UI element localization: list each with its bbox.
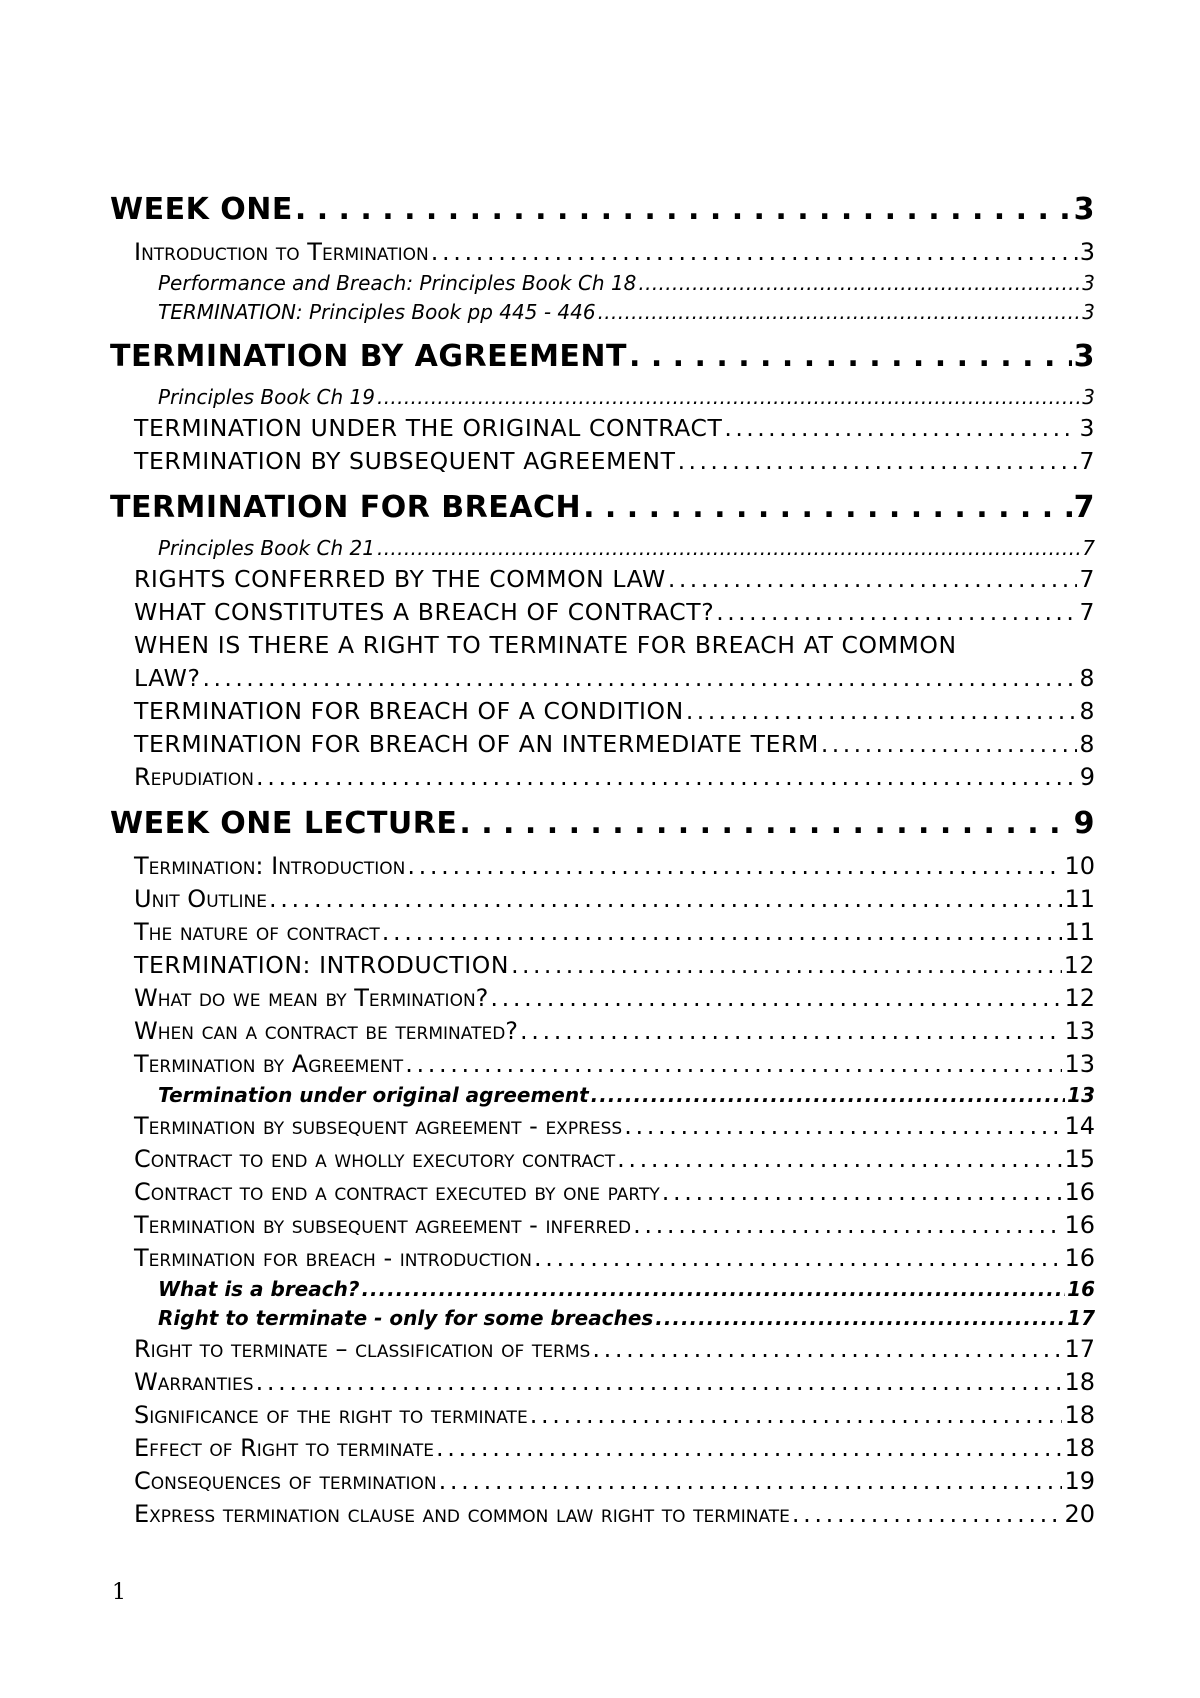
toc-entry-label: LAW? — [134, 664, 201, 692]
toc-page-number: 12 — [1063, 951, 1095, 979]
toc-page-number: 15 — [1064, 1145, 1095, 1173]
toc-entry[interactable] — [110, 1143, 1095, 1176]
toc-page-number: 12 — [1064, 984, 1095, 1012]
toc-page-number: 9 — [1079, 763, 1095, 791]
toc-entry-label: Significance of the right to terminate — [134, 1401, 528, 1429]
toc-leader-dots — [662, 1176, 1063, 1209]
toc-leader-dots — [617, 1143, 1062, 1176]
toc-page-number: 9 — [1073, 806, 1095, 841]
toc-entry[interactable] — [110, 1366, 1095, 1399]
toc-leader-dots — [598, 298, 1081, 327]
toc-entry-label: TERMINATION UNDER THE ORIGINAL CONTRACT — [134, 414, 723, 442]
toc-page-number: 3 — [1082, 300, 1095, 324]
toc-leader-dots — [520, 1015, 1062, 1048]
table-of-contents — [110, 180, 1095, 1531]
toc-page-number: 7 — [1073, 490, 1095, 525]
toc-entry[interactable] — [110, 800, 1095, 848]
toc-leader-dots — [256, 1366, 1063, 1399]
toc-entry-label: TERMINATION: Principles Book pp 445 - 446 — [158, 300, 596, 324]
toc-leader-dots — [638, 269, 1080, 298]
toc-entry[interactable] — [110, 1465, 1095, 1498]
toc-page-number: 3 — [1079, 238, 1095, 266]
toc-entry[interactable] — [110, 1048, 1095, 1081]
toc-page-number: 16 — [1064, 1244, 1095, 1272]
toc-leader-dots — [591, 1081, 1066, 1110]
toc-entry-label: Contract to end a contract executed by one party — [134, 1178, 660, 1206]
toc-leader-dots — [716, 596, 1077, 629]
toc-entry[interactable] — [110, 1399, 1095, 1432]
toc-entry[interactable] — [110, 333, 1095, 381]
toc-entry-label: Contract to end a wholly executory contract — [134, 1145, 616, 1173]
toc-entry[interactable] — [110, 1015, 1095, 1048]
toc-page-number: 7 — [1079, 447, 1095, 475]
toc-entry-label: TERMINATION FOR BREACH OF AN INTERMEDIATE TERM — [134, 730, 819, 758]
toc-entry-label: Unit Outline — [134, 885, 267, 913]
toc-entry[interactable] — [110, 761, 1095, 794]
toc-page-number: 7 — [1079, 598, 1095, 626]
toc-leader-dots — [792, 1498, 1063, 1531]
toc-entry[interactable] — [110, 186, 1095, 234]
toc-entry-label: The nature of contract — [134, 918, 380, 946]
toc-entry[interactable] — [110, 695, 1095, 728]
toc-page-number: 3 — [1079, 414, 1095, 442]
toc-leader-dots — [407, 850, 1062, 883]
toc-leader-dots — [295, 186, 1072, 234]
toc-leader-dots — [431, 236, 1078, 269]
toc-entry[interactable] — [110, 1304, 1095, 1333]
toc-leader-dots — [439, 1465, 1063, 1498]
toc-page-number: 7 — [1082, 536, 1095, 560]
toc-page-number: 16 — [1067, 1277, 1095, 1301]
toc-page-number: 18 — [1064, 1401, 1095, 1429]
toc-entry-label: WEEK ONE LECTURE — [110, 806, 458, 841]
toc-leader-dots — [583, 484, 1072, 532]
toc-entry[interactable] — [110, 484, 1095, 532]
toc-entry[interactable] — [110, 1176, 1095, 1209]
toc-leader-dots — [203, 662, 1078, 695]
toc-entry[interactable] — [110, 236, 1095, 269]
toc-page-number: 18 — [1064, 1368, 1095, 1396]
toc-entry[interactable] — [110, 883, 1095, 916]
toc-entry-label: Termination by subsequent agreement - express — [134, 1112, 623, 1140]
toc-leader-dots — [534, 1242, 1062, 1275]
toc-page-number: 11 — [1064, 918, 1095, 946]
toc-entry[interactable] — [110, 412, 1095, 445]
toc-leader-dots — [459, 800, 1071, 848]
toc-leader-dots — [655, 1304, 1065, 1333]
toc-entry-label: TERMINATION FOR BREACH — [110, 490, 582, 525]
toc-entry[interactable] — [110, 916, 1095, 949]
toc-entry[interactable] — [110, 949, 1095, 982]
toc-entry-label: Termination for breach - introduction — [134, 1244, 532, 1272]
toc-entry-label: Effect of Right to terminate — [134, 1434, 434, 1462]
toc-leader-dots — [377, 383, 1080, 412]
toc-leader-dots — [530, 1399, 1063, 1432]
toc-leader-dots — [377, 534, 1080, 563]
toc-leader-dots — [490, 982, 1062, 1015]
toc-entry-label: RIGHTS CONFERRED BY THE COMMON LAW — [134, 565, 666, 593]
toc-leader-dots — [405, 1048, 1062, 1081]
toc-leader-dots — [256, 761, 1078, 794]
toc-entry-label: Repudiation — [134, 763, 255, 791]
toc-entry[interactable] — [110, 445, 1095, 478]
toc-entry-label: Consequences of termination — [134, 1467, 437, 1495]
toc-entry-label: TERMINATION: INTRODUCTION — [134, 951, 510, 979]
toc-page-number: 8 — [1079, 664, 1095, 692]
toc-entry-label: Right to terminate – classification of terms — [134, 1335, 591, 1363]
toc-leader-dots — [624, 1110, 1062, 1143]
toc-entry[interactable] — [110, 269, 1095, 298]
toc-page-number: 7 — [1079, 565, 1095, 593]
toc-entry[interactable] — [110, 850, 1095, 883]
toc-entry-label: Warranties — [134, 1368, 254, 1396]
toc-leader-dots — [436, 1432, 1062, 1465]
toc-leader-dots — [668, 563, 1078, 596]
toc-entry[interactable] — [110, 1333, 1095, 1366]
toc-entry[interactable] — [110, 534, 1095, 563]
toc-entry[interactable] — [110, 662, 1095, 695]
toc-page-number: 13 — [1064, 1050, 1095, 1078]
page-number: 1 — [112, 1580, 126, 1605]
toc-entry[interactable] — [110, 298, 1095, 327]
toc-entry-label: Introduction to Termination — [134, 238, 429, 266]
toc-page-number: 16 — [1064, 1178, 1095, 1206]
toc-entry[interactable] — [110, 1081, 1095, 1110]
toc-page-number: 18 — [1064, 1434, 1095, 1462]
toc-page-number: 16 — [1064, 1211, 1095, 1239]
toc-entry[interactable] — [110, 1432, 1095, 1465]
toc-leader-dots — [686, 695, 1078, 728]
toc-entry-label: Performance and Breach: Principles Book Ch 18 — [158, 271, 637, 295]
toc-entry-label: Termination by Agreement — [134, 1050, 404, 1078]
toc-entry-label: TERMINATION BY SUBSEQUENT AGREEMENT — [134, 447, 676, 475]
toc-entry-line[interactable]: WHEN IS THERE A RIGHT TO TERMINATE FOR BREACH AT COMMON — [134, 631, 957, 659]
toc-page-number: 8 — [1079, 697, 1095, 725]
toc-entry[interactable] — [110, 1242, 1095, 1275]
toc-leader-dots — [821, 728, 1078, 761]
toc-entry-label: Termination under original agreement — [158, 1083, 589, 1107]
toc-page-number: 19 — [1064, 1467, 1095, 1495]
toc-leader-dots — [678, 445, 1078, 478]
toc-entry-label: Principles Book Ch 21 — [158, 536, 375, 560]
toc-leader-dots — [592, 1333, 1062, 1366]
toc-page-number: 8 — [1079, 730, 1095, 758]
toc-entry[interactable] — [110, 1498, 1095, 1531]
toc-entry-label: Right to terminate - only for some breaches — [158, 1306, 654, 1330]
toc-entry-label: Express termination clause and common law right to terminate — [134, 1500, 790, 1528]
toc-leader-dots — [629, 333, 1072, 381]
toc-entry[interactable] — [110, 1110, 1095, 1143]
toc-entry-label: What do we mean by Termination? — [134, 984, 489, 1012]
toc-page-number: 3 — [1073, 192, 1095, 227]
toc-page-number: 13 — [1067, 1083, 1095, 1107]
toc-entry[interactable] — [110, 383, 1095, 412]
toc-page-number: 17 — [1067, 1306, 1095, 1330]
toc-page-number: 14 — [1064, 1112, 1095, 1140]
toc-leader-dots — [511, 949, 1062, 982]
toc-page-number: 17 — [1064, 1335, 1095, 1363]
toc-leader-dots — [269, 883, 1062, 916]
toc-page-number: 11 — [1064, 885, 1095, 913]
toc-entry-label: WHAT CONSTITUTES A BREACH OF CONTRACT? — [134, 598, 715, 626]
toc-entry-label: What is a breach? — [158, 1277, 360, 1301]
toc-leader-dots — [724, 412, 1077, 445]
toc-entry[interactable] — [110, 1209, 1095, 1242]
toc-entry-label: TERMINATION FOR BREACH OF A CONDITION — [134, 697, 684, 725]
toc-entry-label: Termination: Introduction — [134, 852, 406, 880]
toc-leader-dots — [633, 1209, 1062, 1242]
toc-leader-dots — [382, 916, 1063, 949]
toc-entry[interactable] — [110, 596, 1095, 629]
toc-entry-label: Termination by subsequent agreement - inferred — [134, 1211, 632, 1239]
toc-entry[interactable] — [110, 563, 1095, 596]
toc-entry-label: WEEK ONE — [110, 192, 293, 227]
toc-page-number: 13 — [1064, 1017, 1095, 1045]
toc-page-number: 3 — [1082, 385, 1095, 409]
toc-entry-label: TERMINATION BY AGREEMENT — [110, 339, 627, 374]
toc-entry[interactable] — [110, 1275, 1095, 1304]
toc-entry[interactable] — [110, 982, 1095, 1015]
toc-page-number: 10 — [1064, 852, 1095, 880]
toc-page-number: 3 — [1073, 339, 1095, 374]
toc-page-number: 3 — [1082, 271, 1095, 295]
toc-entry-label: Principles Book Ch 19 — [158, 385, 375, 409]
toc-leader-dots — [361, 1275, 1065, 1304]
toc-entry[interactable] — [110, 728, 1095, 761]
toc-entry-label: When can a contract be terminated? — [134, 1017, 519, 1045]
toc-page-number: 20 — [1064, 1500, 1095, 1528]
